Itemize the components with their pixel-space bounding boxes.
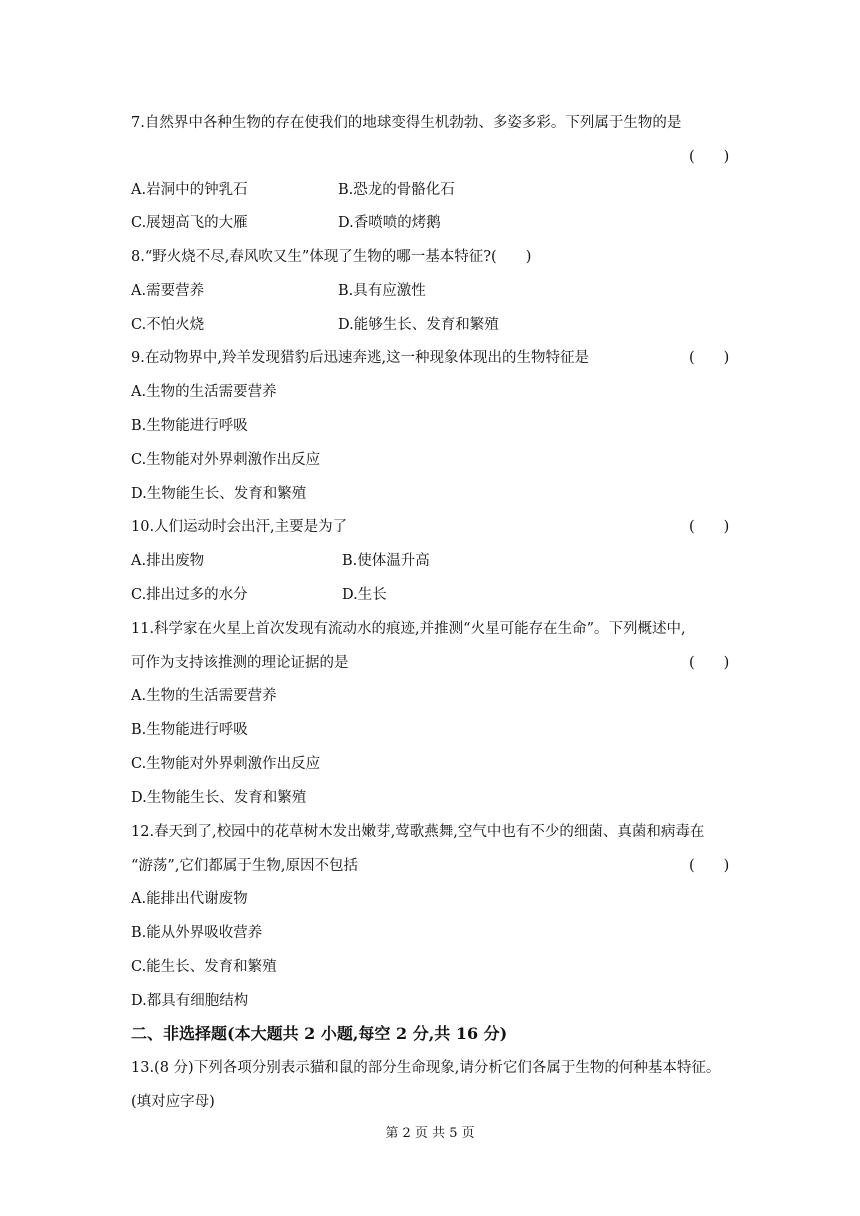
q12-stem-line2: “游荡”,它们都属于生物,原因不包括 [131,858,359,874]
q11-stem-line2: 可作为支持该推测的理论证据的是 [131,655,349,671]
section-2-heading: 二、非选择题(本大题共 2 小题,每空 2 分,共 16 分) [131,1024,508,1043]
q13-stem-line1: 13.(8 分)下列各项分别表示猫和鼠的部分生命现象,请分析它们各属于生物的何种基本特征。 [131,1060,721,1076]
q12-option-a[interactable]: A.能排出代谢废物 [131,891,248,907]
q10-answer-blank[interactable]: ( ) [689,519,730,535]
q11-answer-blank[interactable]: ( ) [689,655,730,671]
q11-option-a[interactable]: A.生物的生活需要营养 [131,688,277,704]
q9-option-a[interactable]: A.生物的生活需要营养 [131,384,277,400]
q8-option-c[interactable]: C.不怕火烧 [131,317,205,333]
q12-answer-blank[interactable]: ( ) [689,858,730,874]
q9-stem: 9.在动物界中,羚羊发现猎豹后迅速奔逃,这一种现象体现出的生物特征是 [131,350,590,366]
q7-option-d[interactable]: D.香喷喷的烤鹅 [338,215,441,231]
q11-option-c[interactable]: C.生物能对外界刺激作出反应 [131,756,321,772]
q7-option-c[interactable]: C.展翅高飞的大雁 [131,215,248,231]
q10-option-b[interactable]: B.使体温升高 [342,553,430,569]
q7-stem: 7.自然界中各种生物的存在使我们的地球变得生机勃勃、多姿多彩。下列属于生物的是 [131,115,682,131]
q7-answer-blank[interactable]: ( ) [689,149,730,165]
q7-option-b[interactable]: B.恐龙的骨骼化石 [338,182,455,198]
q13-stem-line2: (填对应字母) [131,1094,215,1110]
q11-option-b[interactable]: B.生物能进行呼吸 [131,722,248,738]
q11-option-d[interactable]: D.生物能生长、发育和繁殖 [131,790,307,806]
q8-option-a[interactable]: A.需要营养 [131,283,205,299]
q7-option-a[interactable]: A.岩洞中的钟乳石 [131,182,248,198]
q11-stem-line1: 11.科学家在火星上首次发现有流动水的痕迹,并推测“火星可能存在生命”。下列概述中, [131,621,686,637]
q10-option-d[interactable]: D.生长 [342,587,387,603]
q10-option-c[interactable]: C.排出过多的水分 [131,587,248,603]
q8-option-b[interactable]: B.具有应激性 [338,283,426,299]
q8-option-d[interactable]: D.能够生长、发育和繁殖 [338,317,499,333]
q9-option-b[interactable]: B.生物能进行呼吸 [131,418,248,434]
q10-stem: 10.人们运动时会出汗,主要是为了 [131,519,348,535]
q9-option-d[interactable]: D.生物能生长、发育和繁殖 [131,486,307,502]
q9-option-c[interactable]: C.生物能对外界刺激作出反应 [131,452,321,468]
q12-option-b[interactable]: B.能从外界吸收营养 [131,925,263,941]
page-footer: 第 2 页 共 5 页 [385,1126,475,1141]
q12-option-c[interactable]: C.能生长、发育和繁殖 [131,959,277,975]
q10-option-a[interactable]: A.排出废物 [131,553,205,569]
q12-stem-line1: 12.春天到了,校园中的花草树木发出嫩芽,莺歌燕舞,空气中也有不少的细菌、真菌和病毒在 [131,824,705,840]
q9-answer-blank[interactable]: ( ) [689,350,730,366]
q12-option-d[interactable]: D.都具有细胞结构 [131,993,249,1009]
q8-stem: 8.“野火烧不尽,春风吹又生”体现了生物的哪一基本特征?( ) [131,249,532,265]
